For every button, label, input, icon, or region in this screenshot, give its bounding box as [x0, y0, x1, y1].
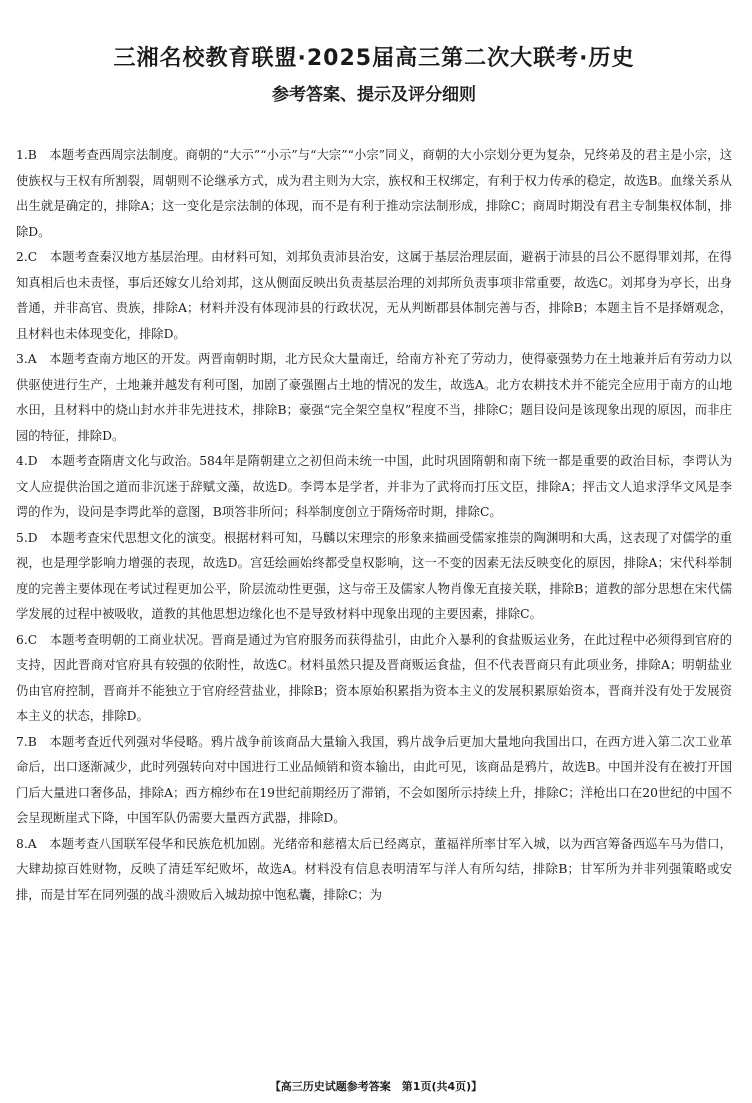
answer-item-1 — [16, 143, 732, 245]
answer-number: 6.C — [16, 632, 38, 647]
answer-number: 7.B — [16, 734, 37, 749]
answer-number: 4.D — [16, 454, 38, 468]
answer-number: 3.A — [16, 352, 37, 366]
page-title: 三湘名校教育联盟·2025届高三第二次大联考·历史 — [113, 46, 635, 71]
answer-explanation: 本题考查西周宗法制度。商朝的“大示”“小示”与“大宗”“小宗”同义，商朝的大小宗划分更为复杂，兄终弟及的君主是小宗，这使族权与王权有所割裂，周朝则不论继承方式，成为君主则为大宗，族权和王权绑定，有利于权力传承的稳定，故选B。血缘关系从出生就是确定的，排除A；这一变化是宗法制的体现，而不是有利于推动宗法制形成，排除C；商周时期没有君主专制集权体制，排除D。 — [16, 148, 732, 239]
answer-item-4 — [16, 449, 732, 526]
answer-explanation: 本题考查近代列强对华侵略。鸦片战争前该商品大量输入我国，鸦片战争后更加大量地向我国出口，在西方进入第二次工业革命后，出口逐渐减少，此时列强转向对中国进行工业品倾销和资本输出，由此可见，该商品是鸦片，故选B。中国并没有在被打开国门后大量进口奢侈品，排除A；西方棉纱布在19世纪前期经历了滞销，不会如图所示持续上升，排除C；洋枪出口在20世纪的中国不会呈现断崖式下降，中国军队仍需要大量西方武器，排除D。 — [16, 734, 732, 825]
answer-number: 5.D — [16, 530, 38, 545]
page-subtitle: 参考答案、提示及评分细则 — [272, 85, 476, 105]
answer-explanation: 本题考查明朝的工商业状况。晋商是通过为官府服务而获得盐引，由此介入暴利的食盐贩运业务，在此过程中必须得到官府的支持，因此晋商对官府具有较强的依附性，故选C。材料虽然只提及晋商贩运食盐，但不代表晋商只有此项业务，排除A；明朝盐业仍由官府控制，晋商并不能独立于官府经营盐业，排除B；资本原始积累指为资本主义的发展积累原始资本，晋商并没有处于发展资本主义的状态，排除D。 — [16, 632, 732, 723]
answer-explanation: 本题考查秦汉地方基层治理。由材料可知，刘邦负责沛县治安，这属于基层治理层面，避祸于沛县的吕公不愿得罪刘邦，在得知真相后也未责怪，事后还嫁女儿给刘邦，这从侧面反映出负责基层治理的刘邦所负责事项非常重要，故选C。刘邦身为亭长，出身普通，并非高官、贵族，排除A；材料并没有体现沛县的行政状况，无从判断郡县体制完善与否，排除B；本题主旨不是择婿观念，且材料也未体现变化，排除D。 — [16, 250, 732, 341]
answer-item-8 — [16, 832, 732, 909]
page-footer: 【高三历史试题参考答案 第1页(共4页)】 — [269, 1080, 483, 1093]
answer-item-6 — [16, 628, 732, 730]
answer-explanation: 本题考查宋代思想文化的演变。根据材料可知，马麟以宋理宗的形象来描画受儒家推崇的陶渊明和大禹，这表现了对儒学的重视，也是理学影响力增强的表现，故选D。宫廷绘画始终都受皇权影响，这一不变的因素无法反映变化的原因，排除A；宋代科举制度的完善主要体现在考试过程更加公平，阶层流动性更强，这与帝王及儒家人物肖像无直接关联，排除B；道教的部分思想在宋代儒学发展的过程中被吸收，道教的其他思想边缘化也不是导致材料中现象出现的主要因素，排除C。 — [16, 530, 732, 621]
answer-list — [16, 143, 732, 908]
answer-explanation: 本题考查八国联军侵华和民族危机加剧。光绪帝和慈禧太后已经离京，董福祥所率甘军入城，以为西宫筹备西巡车马为借口，大肆劫掠百姓财物，反映了清廷军纪败坏，故选A。材料没有信息表明清军与洋人有所勾结，排除B；甘军所为并非列强策略或安排，而是甘军在同列强的战斗溃败后入城劫掠中饱私囊，排除C；为 — [16, 836, 732, 902]
answer-number: 1.B — [16, 148, 37, 162]
answer-item-7 — [16, 730, 732, 832]
answer-item-3 — [16, 347, 732, 449]
answer-item-2 — [16, 245, 732, 347]
answer-number: 8.A — [16, 836, 37, 851]
answer-explanation: 本题考查南方地区的开发。两晋南朝时期，北方民众大量南迁，给南方补充了劳动力，使得豪强势力在土地兼并后有劳动力以供驱使进行生产，土地兼并越发有利可图，加剧了豪强圈占土地的情况的发生，故选A。北方农耕技术并不能完全应用于南方的山地水田，且材料中的烧山封水并非先进技术，排除B；豪强“完全架空皇权”程度不当，排除C；题目设问是该现象出现的原因，而非庄园的特征，排除D。 — [16, 352, 732, 443]
answer-number: 2.C — [16, 250, 38, 264]
answer-item-5 — [16, 526, 732, 628]
answer-explanation: 本题考查隋唐文化与政治。584年是隋朝建立之初但尚未统一中国，此时巩固隋朝和南下统一都是重要的政治目标，李谔认为文人应提供治国之道而非沉迷于辞赋文藻，故选D。李谔本是学者，并非为了武将而打压文臣，排除A；抨击文人追求浮华文风是李谔的作为，设问是李谔此举的意图，B项答非所问；科举制度创立于隋炀帝时期，排除C。 — [16, 454, 732, 519]
